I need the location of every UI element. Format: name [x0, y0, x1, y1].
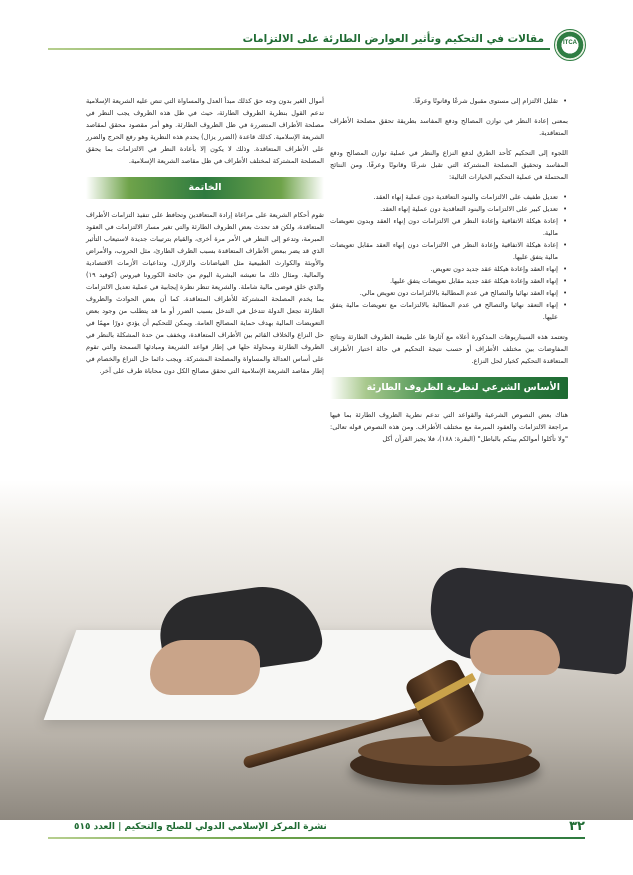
- logo-text: ITCA: [563, 40, 577, 46]
- footer-publication: نشرة المركز الإسلامي الدولي للصلح والتحكيم | العدد ٥١٥: [74, 822, 327, 832]
- options-bullet-list: [330, 191, 568, 323]
- section-heading: الأساس الشرعي لنظرية الظروف الطارئة: [330, 377, 568, 399]
- page-header: [48, 29, 586, 59]
- list-item: • تقليل الالتزام إلى مستوى مقبول شرعًا وقانونًا وعرفًا.: [330, 95, 558, 107]
- header-title: مقالات في التحكيم وتأثير العوارض الطارئة على الالتزامات: [242, 33, 544, 45]
- paragraph: وتعتمد هذه السيناريوهات المذكورة أعلاه مع آثارها على طبيعة الظروف الطارئة ونتائج المفاوضات بين مختلف الأطراف أو حسب نتيجة التحكيم في حالة اختيار الأطراف المتعاقدة التحكيم كخيار لحل النزاع.: [330, 333, 568, 365]
- left-column: [86, 95, 324, 385]
- footer-rule: [48, 837, 585, 839]
- list-item: • إنهاء العقد نهائيا والتصالح في عدم المطالبة بالالتزامات دون تعويض مالي.: [330, 287, 558, 299]
- top-bullet-list: [330, 95, 568, 107]
- paragraph: بمعنى إعادة النظر في توازن المصالح ودفع المفاسد بطريقة تحقق مصلحة الأطراف المتعاقدية.: [330, 117, 568, 137]
- paragraph: اللجوء إلى التحكيم كأحد الطرق لدفع النزاع والنظر في عملية توازن المصالح ودفع المفاسد وتحقيق المصلحة المشتركة التي تقبل شرعًا وقانونًا وعرفًا. ومن النتائج المحتملة في عملية التحكيم الخيارات التالية:: [330, 149, 568, 181]
- list-item: • تعديل كبير على الالتزامات والبنود التعاقدية دون عملية إنهاء العقد.: [330, 203, 558, 215]
- page-number: ٣٢: [569, 819, 585, 834]
- list-item: • إعادة هيكلة الاتفاقية وإعادة النظر في الالتزامات دون إنهاء العقد مقابل تعويضات مالية يتفق عليها.: [330, 239, 558, 263]
- header-rule: [48, 48, 550, 50]
- gavel-photo: [0, 480, 633, 820]
- list-item: • إنهاء العقد وإعادة هيكلة عقد جديد دون تعويض.: [330, 263, 558, 275]
- list-item: • تعديل طفيف على الالتزامات والبنود التعاقدية دون عملية إنهاء العقد.: [330, 191, 558, 203]
- conclusion-heading: الخاتمة: [86, 177, 324, 199]
- paragraph: تقوم أحكام الشريعة على مراعاة إرادة المتعاقدين وتحافظ على تنفيذ التزامات الأطراف المتعاقدة، ولكن قد تحدث بعض الظروف الطارئة والتي تغير مسار الالتزامات في العقود المبرمة، وتدعو إلى النظر في الأمر مرة أخرى، والقيام بترتيبات جديدة لاستيعاب التأثير الذي قد يضر ببعض الأطراف المتعاقدة بسبب الظرف الطارئ، مثل الحروب، والأمراض والأوبئة والكوارث الطبيعية مثل الفياضانات والزلازل، وتداعيات الأزمات الاقتصادية والمالية. ومثال ذلك ما تعيشه البشرية اليوم من جائحة الكورونا فيروس (كوفيد ١٩) والذي خلق فوضى مالية شاملة. والشريعة تنظر نظرة إيجابية في عملية تعديل الالتزامات بما يخدم المصلحة المشتركة للأطراف المتعاقدة. كما أن بعض الحوادث والظروف الطارئة تجعل الدولة تتدخل في التدخل بسبب الضرر أو ما قد يتطلب من وجود بعض التعويضات المالية بهدف حماية المصالح العامة. ويمكن للتحكيم أن يؤدي دورًا مهمًا في حل النزاع والخلاف القائم بين الأطراف المتعاقدة، ويخفف من حدة المشكلة بالنظر في الظروف الطارئة ومحاولة حلها في إطار قواعد الشريعة ومبادئها السمحة والتي تقوم على أساس العدالة والمساواة والمصلحة المشتركة. ويجب دائما حل النزاع والخصام في إطار مقاصد الشريعة الإسلامية التي تحقق مصالح الكل دون محاباة طرف على آخر.: [86, 211, 324, 375]
- left-hand: [150, 640, 260, 695]
- page-footer: [48, 819, 585, 842]
- right-column: [330, 95, 568, 453]
- paragraph: أموال الغير بدون وجه حق كذلك مبدأ العدل والمساواة التي تنص عليه الشريعة الإسلامية تدعم القول بنظرية الظروف الطارئة، حيث في ظل هذه الظروف يجب النظر في مصلحة الأطراف المتضررة في ظل الظروف الطارئة. وهو أمر مقصود محقق لمقاصد الشريعة الإسلامية. كذلك قاعدة (الضرر يزال) يحدم هذه النظرية وهو رفع الحرج والضرر على الأطراف المتعاقدة. وذلك لا يكون إلا بأعادة النظر في الالتزامات بما يحقق المصلحة المشتركة لمختلف الأطراف في ظل مقاصد الشريعة الإسلامية.: [86, 97, 324, 165]
- list-item: • إعادة هيكلة الاتفاقية وإعادة النظر في الالتزامات دون إنهاء العقد وبدون تعويضات مالية.: [330, 215, 558, 239]
- list-item: • إنهاء العقد وإعادة هيكلة عقد جديد مقابل تعويضات يتفق عليها.: [330, 275, 558, 287]
- right-hand: [470, 630, 560, 675]
- list-item: • إنهاء التعقد نهائيا والتصالح في عدم المطالبة بالالتزامات مع تعويضات مالية يتفق عليها.: [330, 299, 558, 323]
- center-logo-icon: [554, 29, 586, 61]
- paragraph: هناك بعض النصوص الشرعية والقواعد التي تدعم نظرية الظروف الطارئة بما فيها مراجعة الالتزامات والعقود المبرمة مع مختلف الأطراف. ومن هذه النصوص قوله تعالى: "ولا تأكلوا أموالكم بينكم بالباطل" (البقرة: ١٨٨)، فلا يجيز القرآن أكل: [330, 411, 568, 443]
